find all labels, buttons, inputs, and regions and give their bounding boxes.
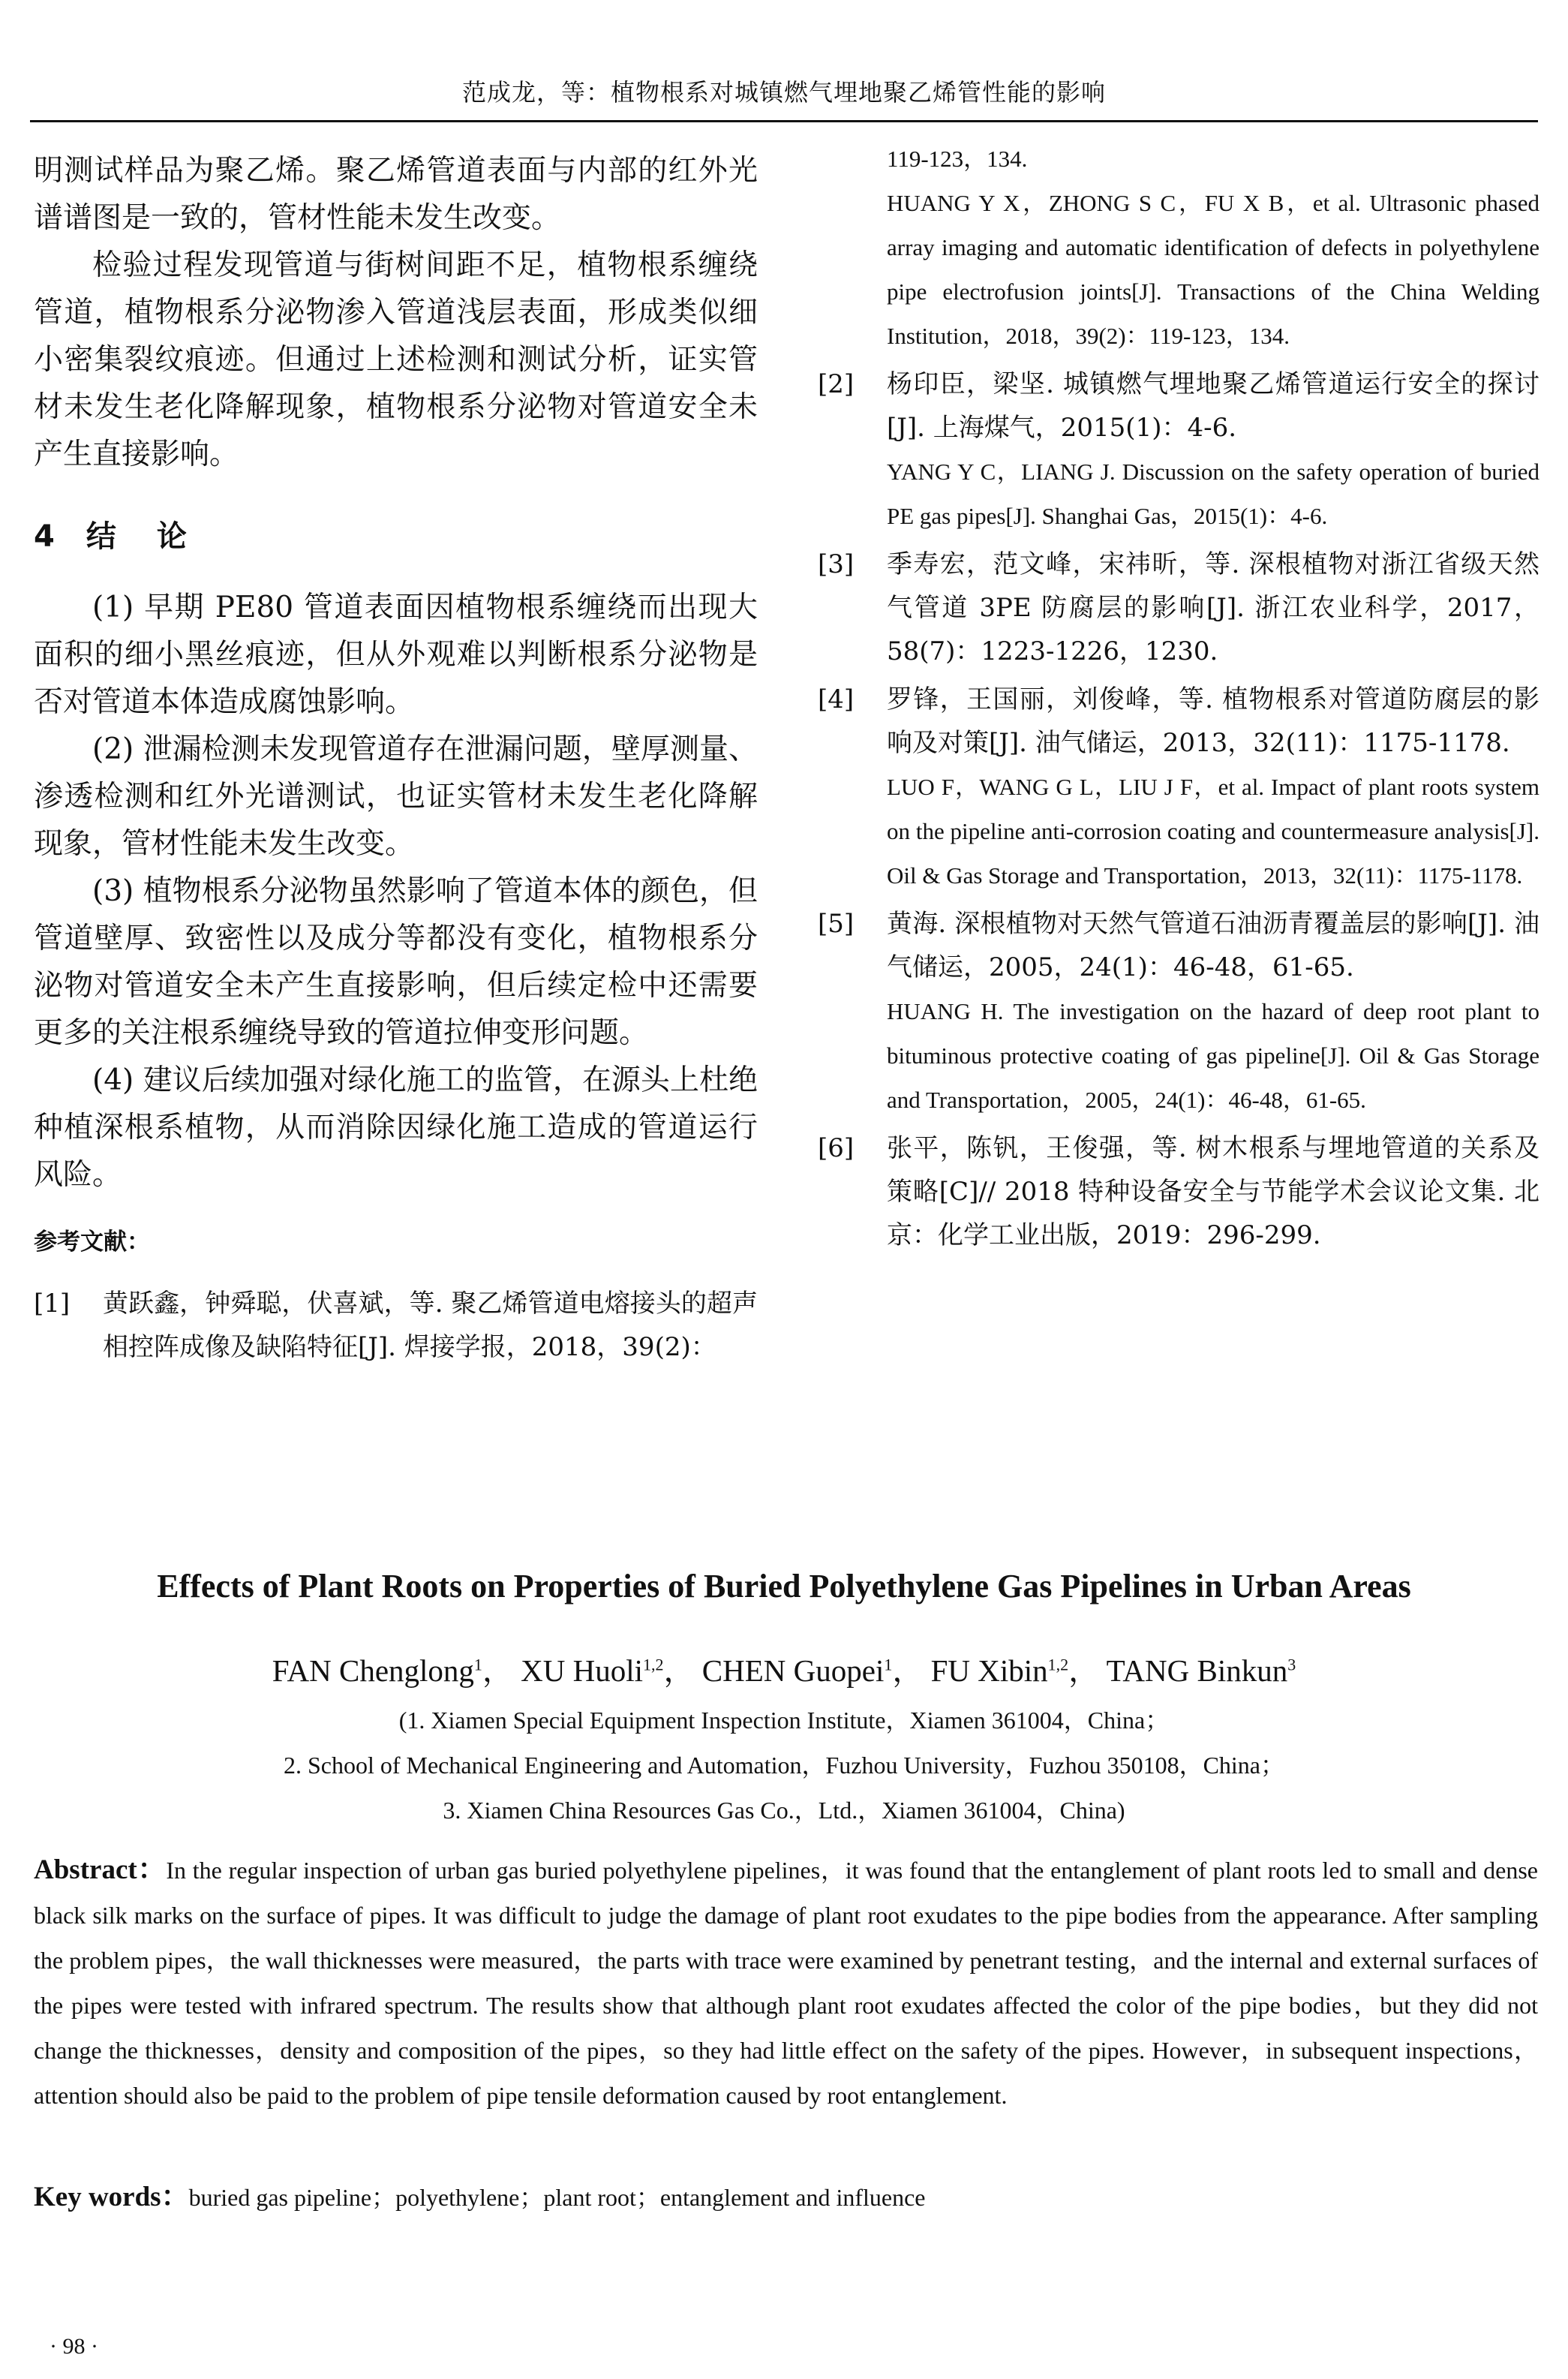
reference-item [818,1126,1539,1257]
reference-item [818,543,1539,673]
affiliation-line: (1. Xiamen Special Equipment Inspection Institute，Xiamen 361004，China； [398,1707,1170,1734]
reference-text-cn: 黄海. 深根植物对天然气管道石油沥青覆盖层的影响[J]. 油气储运，2005，24(1)：46-48，61-65. [887,909,1539,982]
reference-item [818,678,1539,898]
reference-number: [3] [818,549,855,579]
english-authors: FAN Chenglong$^1$， XU Huoli$^{1,2}$， CHEN Guopei$^1$， FU Xibin$^{1,2}$， TANG Binkun$^3$ [272,1653,1296,1688]
reference-number: [5] [818,909,855,939]
keywords-label: Key words： [34,2182,189,2212]
author-affil-mark: 1 [473,1655,482,1674]
abstract-label: Abstract： [34,1854,167,1885]
body-paragraph: 明测试样品为聚乙烯。聚乙烯管道表面与内部的红外光谱谱图是一致的，管材性能未发生改变。 [34,154,758,235]
conclusion-paragraph: (3) 植物根系分泌物虽然影响了管道本体的颜色，但管道壁厚、致密性以及成分等都没有变化，植物根系分泌物对管道安全未产生直接影响，但后续定检中还需要更多的关注根系缠绕导致的管道拉伸变形问题。 [34,874,758,1050]
reference-number: [4] [818,684,855,714]
author-name: CHEN Guopei [701,1653,885,1688]
reference-text-cont: 119-123，134. [887,146,1028,172]
english-title: Effects of Plant Roots on Properties of Buried Polyethylene Gas Pipelines in Urban Areas [157,1568,1411,1605]
header-rule [30,120,1538,122]
section-heading [34,513,758,555]
reference-text-cn: 黄跃鑫，钟舜聪，伏喜斌，等. 聚乙烯管道电熔接头的超声相控阵成像及缺陷特征[J]. 焊接学报，2018，39(2)： [103,1289,758,1362]
section-title-part: 结 [86,519,118,554]
author-name: FAN Chenglong [272,1653,474,1688]
conclusion-paragraph: (2) 泄漏检测未发现管道存在泄漏问题，壁厚测量、渗透检测和红外光谱测试，也证实管材未发生老化降解现象，管材性能未发生改变。 [34,732,758,861]
right-column [818,147,1539,1262]
section-title-part: 论 [156,519,188,554]
section-number: 4 [34,519,56,554]
reference-text-cn: 张平，陈钒，王俊强，等. 树木根系与埋地管道的关系及策略[C]// 2018 特种设备安全与节能学术会议论文集. 北京：化学工业出版，2019：296-299. [887,1133,1539,1250]
reference-number: [1] [34,1289,71,1319]
author-affil-mark: 1,2 [643,1655,664,1674]
reference-number: [2] [818,369,855,399]
running-header: 范成龙，等：植物根系对城镇燃气埋地聚乙烯管性能的影响 [461,78,1106,107]
reference-item [34,1282,758,1369]
english-abstract [34,1848,1538,2118]
reference-text-cn: 杨印臣，梁坚. 城镇燃气埋地聚乙烯管道运行安全的探讨[J]. 上海煤气，2015(1)：4-6. [887,369,1539,443]
english-keywords [34,2175,1538,2220]
affiliation-line: 3. Xiamen China Resources Gas Co.，Ltd.，Xiamen 361004，China) [443,1797,1125,1824]
reference-item [818,902,1539,1122]
reference-text-en: HUANG Y X，ZHONG S C，FU X B，et al. Ultrasonic phased array imaging and automatic identification of defects in polyethylene pipe electrofusion joints[J]. Transactions of the China Welding Institution，2018，39(2)：119-123，134. [887,190,1539,349]
keywords-text: buried gas pipeline；polyethylene；plant root；entanglement and influence [188,2184,926,2211]
references-title: 参考文献： [34,1229,150,1256]
author-affil-mark: 1 [884,1655,893,1674]
reference-text-en: YANG Y C，LIANG J. Discussion on the safety operation of buried PE gas pipes[J]. Shanghai Gas，2015(1)：4-6. [887,459,1539,529]
abstract-text: In the regular inspection of urban gas buried polyethylene pipelines，it was found that the entanglement of plant roots led to small and dense black silk marks on the surface of pipes. It was difficult to judge the damage of plant root exudates to the pipe bodies from the appearance. After sampling the problem pipes，the wall thicknesses were measured，the parts with trace were examined by penetrant testing，and the internal and external surfaces of the pipes were tested with infrared spectrum. The results show that although plant root exudates affected the color of the pipe bodies，but they did not change the thicknesses，density and composition of the pipes，so they had little effect on the safety of the pipes. However，in subsequent inspections，attention should also be paid to the problem of pipe tensile deformation caused by root entanglement. [34,1857,1539,2109]
body-paragraph: 检验过程发现管道与街树间距不足，植物根系缠绕管道，植物根系分泌物渗入管道浅层表面，形成类似细小密集裂纹痕迹。但通过上述检测和测试分析，证实管材未发生老化降解现象，植物根系分泌物对管道安全未产生直接影响。 [34,248,758,471]
reference-item [818,362,1539,538]
reference-number: [6] [818,1133,855,1163]
reference-text-en: HUANG H. The investigation on the hazard of deep root plant to bituminous protective coating of gas pipeline[J]. Oil & Gas Storage and Transportation，2005，24(1)：46-48，61-65. [887,998,1539,1113]
author-affil-mark: 3 [1287,1655,1296,1674]
reference-item [818,137,1539,358]
conclusion-paragraph: (1) 早期 PE80 管道表面因植物根系缠绕而出现大面积的细小黑丝痕迹，但从外观难以判断根系分泌物是否对管道本体造成腐蚀影响。 [34,591,758,719]
left-column [34,147,758,1373]
author-affil-mark: 1,2 [1047,1655,1069,1674]
reference-text-cn: 罗锋，王国丽，刘俊峰，等. 植物根系对管道防腐层的影响及对策[J]. 油气储运，2013，32(11)：1175-1178. [887,684,1539,758]
reference-text-cn: 季寿宏，范文峰，宋祎昕，等. 深根植物对浙江省级天然气管道 3PE 防腐层的影响[J]. 浙江农业科学，2017，58(7)：1223-1226，1230. [887,549,1539,666]
page-number: · 98 · [50,2334,98,2359]
author-name: FU Xibin [930,1653,1048,1688]
conclusion-paragraph: (4) 建议后续加强对绿化施工的监管，在源头上杜绝种植深根系植物，从而消除因绿化施工造成的管道运行风险。 [34,1063,758,1192]
author-name: XU Huoli [521,1653,644,1688]
author-name: TANG Binkun [1106,1653,1288,1688]
reference-text-en: LUO F，WANG G L，LIU J F，et al. Impact of plant roots system on the pipeline anti-corrosion coating and countermeasure analysis[J]. Oil & Gas Storage and Transportation，2013，32(11)：1175-1178. [887,774,1539,889]
affiliation-line: 2. School of Mechanical Engineering and Automation，Fuzhou University，Fuzhou 350108，China； [283,1752,1285,1779]
